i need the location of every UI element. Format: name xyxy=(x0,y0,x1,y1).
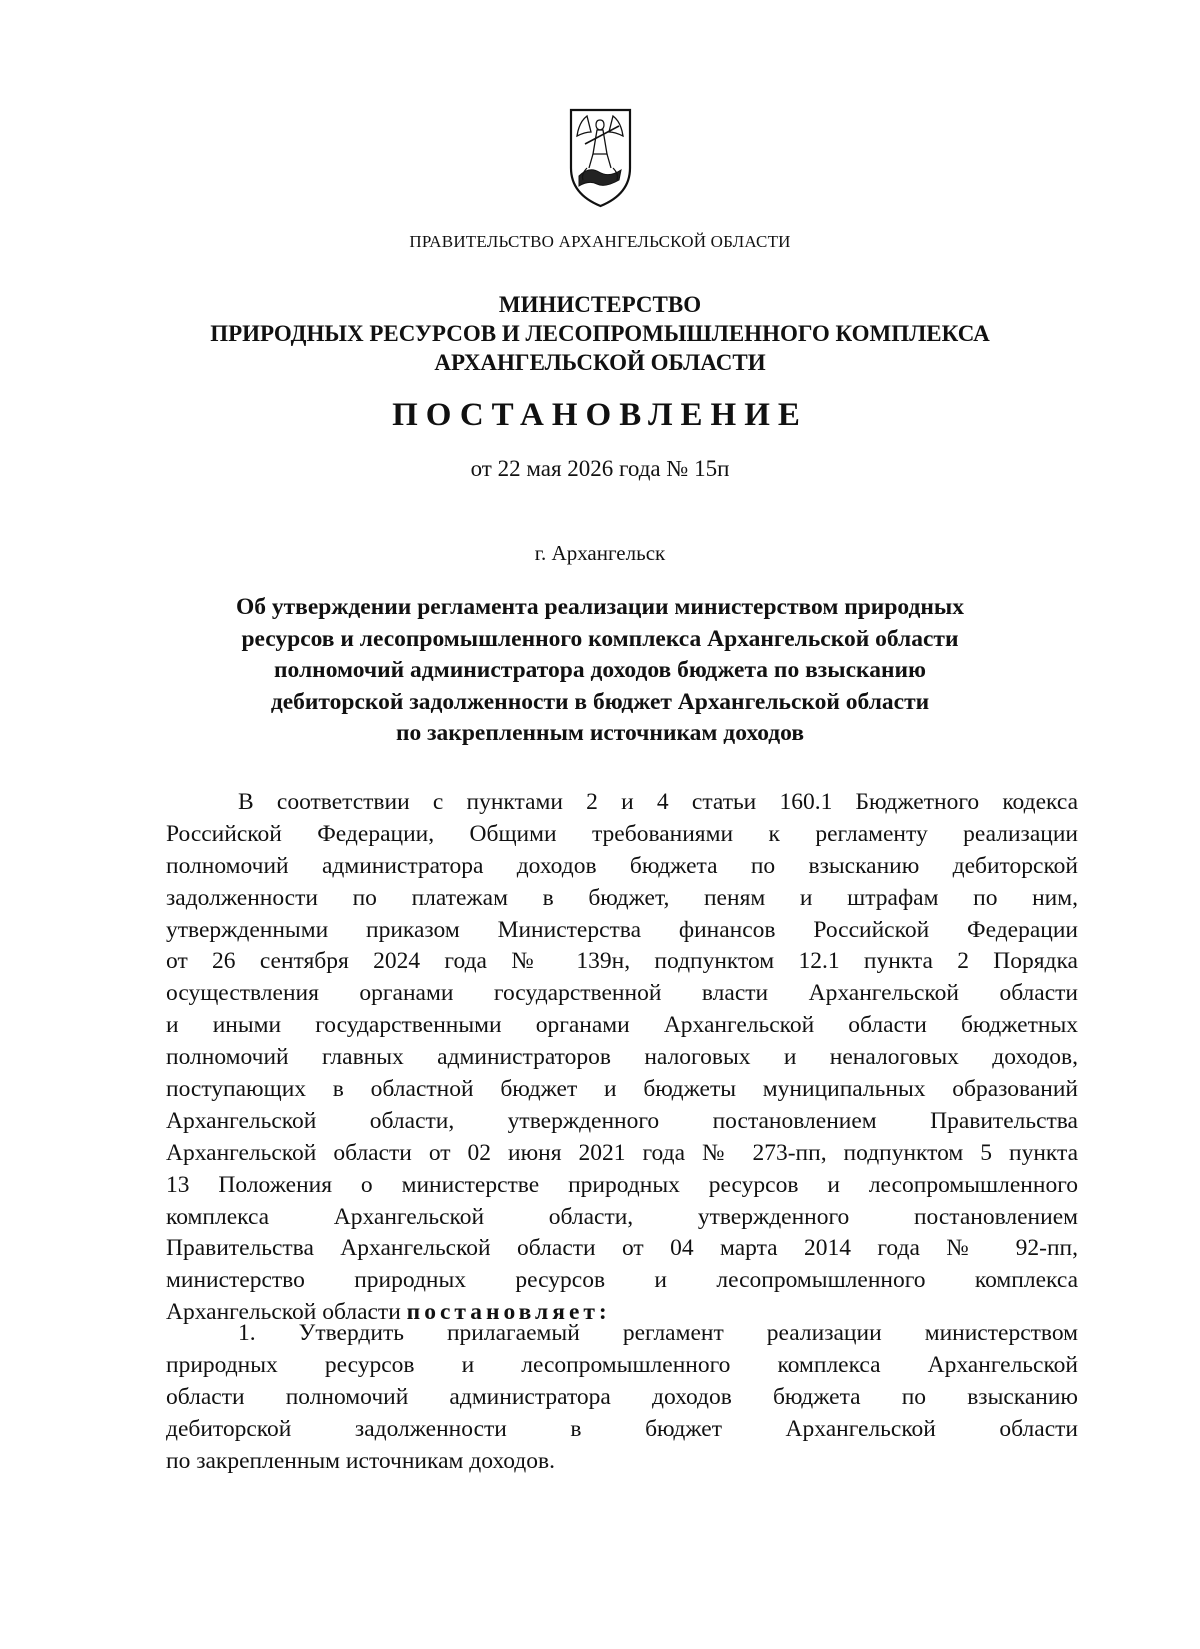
subject-line: по закрепленным источникам доходов xyxy=(395,720,805,746)
item-1-line: дебиторской задолженности в бюджет Архангельской области xyxy=(166,1415,1078,1442)
preamble-line: от 26 сентября 2024 года № 139н, подпунктом 12.1 пункта 2 Порядка xyxy=(166,948,1078,975)
preamble-line: полномочий администратора доходов бюджета по взысканию дебиторской xyxy=(166,852,1078,879)
ministry-line-3: АРХАНГЕЛЬСКОЙ ОБЛАСТИ xyxy=(434,350,766,375)
preamble-last-text: Архангельской области xyxy=(166,1299,407,1326)
subject-line: ресурсов и лесопромышленного комплекса Архангельской области xyxy=(241,625,959,652)
item-1-line: по закрепленным источникам доходов. xyxy=(166,1447,555,1474)
subject-line: Об утверждении регламента реализации министерством природных xyxy=(235,594,965,620)
item-1-line: природных ресурсов и лесопромышленного комплекса Архангельской xyxy=(166,1351,1078,1378)
preamble-line: министерство природных ресурсов и лесопромышленного комплекса xyxy=(166,1267,1078,1294)
ministry-line-2: ПРИРОДНЫХ РЕСУРСОВ И ЛЕСОПРОМЫШЛЕННОГО КОМПЛЕКСА xyxy=(210,321,990,346)
preamble-line: поступающих в областной бюджет и бюджеты муниципальных образований xyxy=(166,1076,1078,1103)
subject-line: полномочий администратора доходов бюджета по взысканию xyxy=(274,657,926,683)
document-city: г. Архангельск xyxy=(534,541,666,565)
preamble-line: Российской Федерации, Общими требованиями к регламенту реализации xyxy=(166,820,1078,847)
document-subject xyxy=(0,592,1200,750)
item-1-line: 1. Утвердить прилагаемый регламент реализации министерством xyxy=(238,1320,1078,1346)
ministry-name xyxy=(0,290,1200,377)
ministry-line-1: МИНИСТЕРСТВО xyxy=(498,292,702,317)
resolves-word: постановляет: xyxy=(406,1299,611,1326)
preamble-line: Архангельской области, утвержденного постановлением Правительства xyxy=(166,1107,1078,1134)
preamble-line: 13 Положения о министерстве природных ресурсов и лесопромышленного xyxy=(166,1171,1078,1198)
preamble-line: утвержденными приказом Министерства финансов Российской Федерации xyxy=(166,916,1078,943)
subject-line: дебиторской задолженности в бюджет Архангельской области xyxy=(270,688,930,715)
preamble-line: Архангельской области от 02 июня 2021 года № 273-пп, подпунктом 5 пункта xyxy=(166,1139,1078,1166)
document-date-number: от 22 мая 2026 года № 15п xyxy=(470,456,730,481)
preamble-line: задолженности по платежам в бюджет, пеням и штрафам по ним, xyxy=(166,884,1078,911)
coat-of-arms-emblem xyxy=(567,106,634,210)
government-name: ПРАВИТЕЛЬСТВО АРХАНГЕЛЬСКОЙ ОБЛАСТИ xyxy=(409,232,791,251)
preamble-line: и иными государственными органами Архангельской области бюджетных xyxy=(166,1012,1078,1039)
item-1-line: области полномочий администратора доходов бюджета по взысканию xyxy=(166,1383,1078,1410)
preamble-line: комплекса Архангельской области, утвержденного постановлением xyxy=(166,1203,1078,1230)
preamble-line: Правительства Архангельской области от 04 марта 2014 года № 92-пп, xyxy=(166,1235,1078,1262)
preamble-line: полномочий главных администраторов налоговых и неналоговых доходов, xyxy=(166,1044,1078,1071)
document-type-title: ПОСТАНОВЛЕНИЕ xyxy=(392,397,808,433)
preamble-line: В соответствии с пунктами 2 и 4 статьи 160.1 Бюджетного кодекса xyxy=(238,789,1078,815)
preamble-line: осуществления органами государственной власти Архангельской области xyxy=(166,980,1078,1007)
preamble-paragraph xyxy=(166,787,1078,1329)
item-1-paragraph xyxy=(166,1318,1078,1477)
